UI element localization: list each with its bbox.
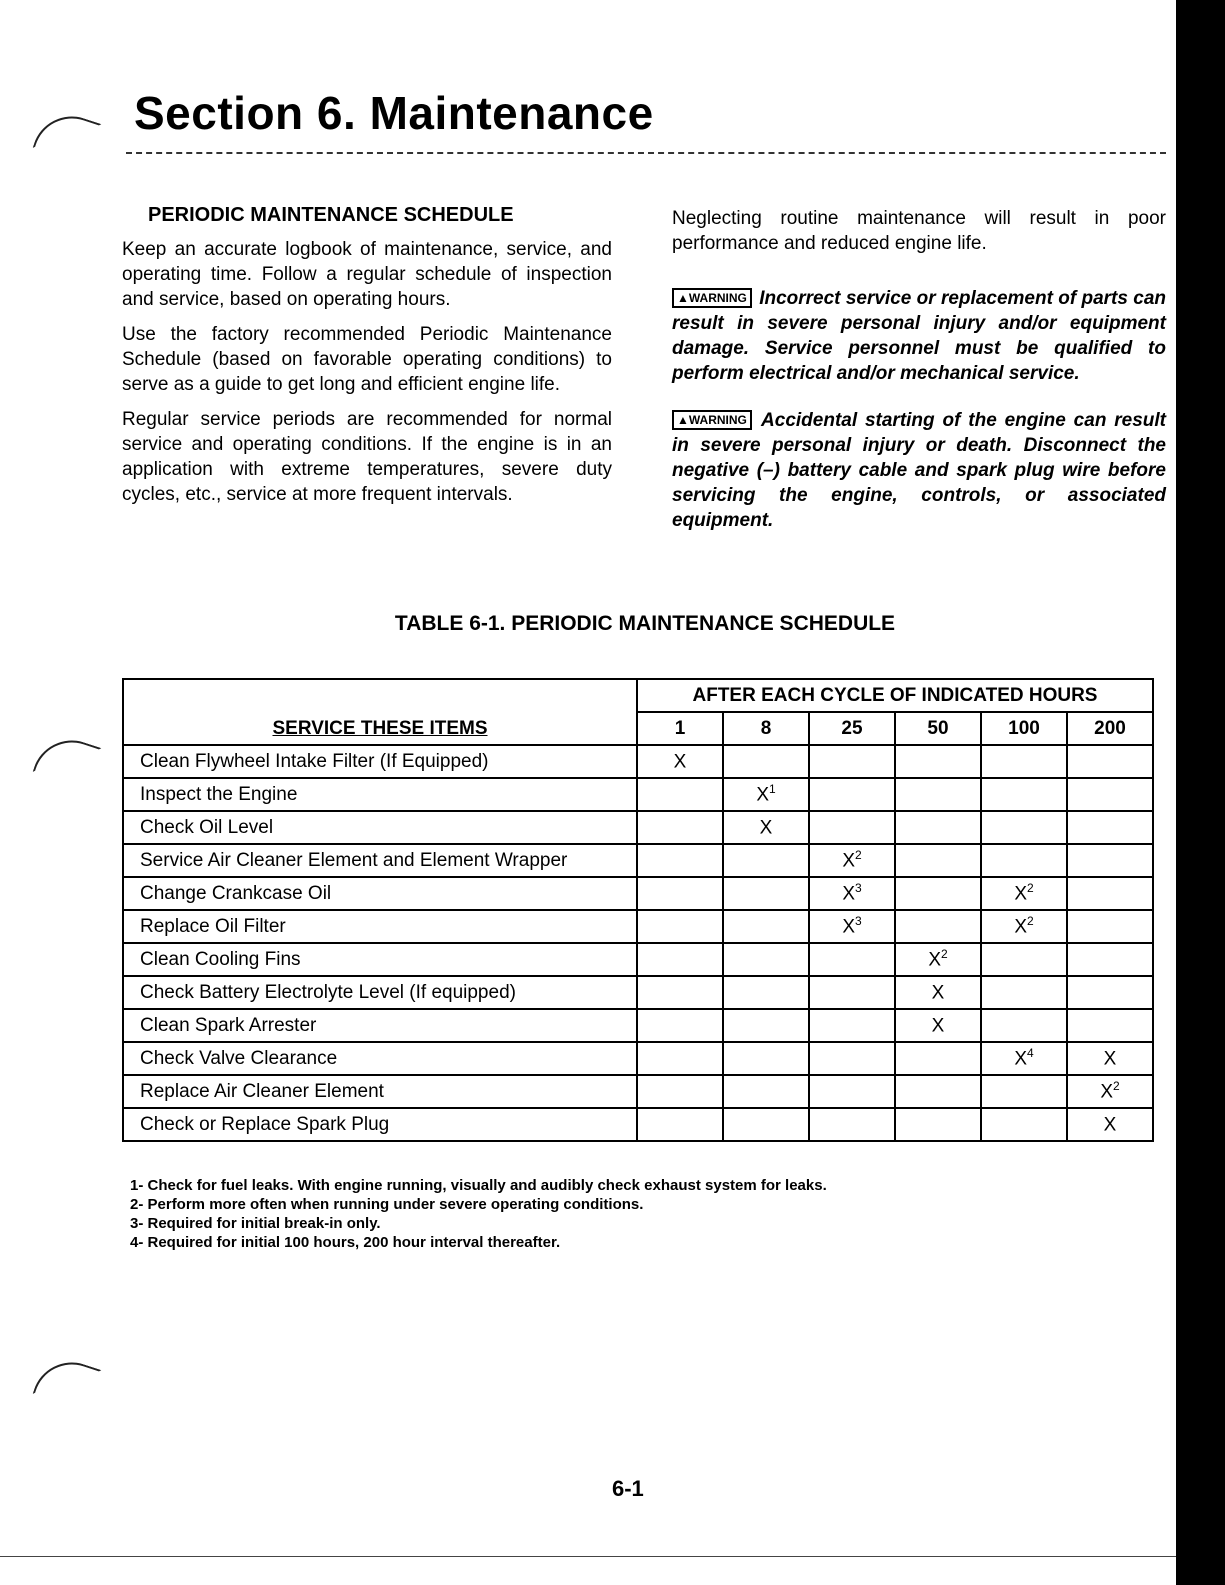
service-item: Clean Spark Arrester — [123, 1009, 637, 1042]
binder-hole-mark — [33, 1352, 102, 1412]
table-row — [123, 1075, 1153, 1108]
schedule-mark-cell — [637, 877, 723, 910]
footnotes — [130, 1176, 827, 1252]
warning-block — [672, 286, 1166, 386]
schedule-mark: X — [1014, 883, 1027, 905]
title-rule — [126, 152, 1166, 154]
schedule-mark-cell — [637, 778, 723, 811]
schedule-mark-cell — [981, 745, 1067, 778]
schedule-mark-cell — [809, 844, 895, 877]
schedule-mark-cell — [981, 1042, 1067, 1075]
paragraph: Use the factory recommended Periodic Maintenance Schedule (based on favorable operating conditions) to serve as a guide to get long and efficient engine life. — [122, 324, 612, 395]
service-item: Clean Cooling Fins — [123, 943, 637, 976]
footnote-ref: 1 — [769, 782, 776, 797]
page-title: Section 6. Maintenance — [134, 87, 654, 139]
right-column — [672, 206, 1166, 555]
schedule-mark-cell — [981, 1009, 1067, 1042]
warning-badge: ▲WARNING — [672, 288, 752, 308]
schedule-mark-cell — [723, 811, 809, 844]
footnote: 2- Perform more often when running under severe operating conditions. — [130, 1196, 644, 1213]
schedule-mark-cell — [1067, 811, 1153, 844]
schedule-mark-cell — [895, 844, 981, 877]
service-item: Check or Replace Spark Plug — [123, 1108, 637, 1141]
scan-edge-bar — [1176, 0, 1225, 1585]
schedule-mark: X — [1103, 1114, 1117, 1136]
service-item: Change Crankcase Oil — [123, 877, 637, 910]
schedule-mark-cell — [809, 943, 895, 976]
schedule-mark-cell — [895, 1009, 981, 1042]
service-item: Replace Air Cleaner Element — [123, 1075, 637, 1108]
schedule-mark-cell — [981, 877, 1067, 910]
schedule-mark-cell — [723, 1009, 809, 1042]
schedule-mark-cell — [809, 1042, 895, 1075]
service-item: Replace Oil Filter — [123, 910, 637, 943]
schedule-mark-cell — [1067, 745, 1153, 778]
hour-header: 200 — [1067, 712, 1153, 745]
schedule-mark: X — [759, 817, 773, 839]
binder-hole-mark — [33, 106, 102, 166]
schedule-mark-cell — [1067, 976, 1153, 1009]
schedule-mark-cell — [809, 745, 895, 778]
hour-header: 50 — [895, 712, 981, 745]
schedule-mark: X — [673, 751, 687, 773]
table-row — [123, 910, 1153, 943]
schedule-mark: X — [928, 949, 941, 971]
hours-group-header: AFTER EACH CYCLE OF INDICATED HOURS — [637, 679, 1153, 712]
hour-header: 100 — [981, 712, 1067, 745]
bottom-rule — [0, 1556, 1176, 1557]
footnote-ref: 4 — [1027, 1046, 1034, 1061]
paragraph: Keep an accurate logbook of maintenance, service, and operating time. Follow a regular schedule of inspection and service, based on operating hours. — [122, 239, 612, 310]
schedule-mark-cell — [723, 844, 809, 877]
schedule-mark-cell — [895, 1042, 981, 1075]
schedule-mark-cell — [637, 745, 723, 778]
schedule-mark-cell — [895, 745, 981, 778]
schedule-mark: X — [1100, 1081, 1113, 1103]
schedule-mark-cell — [809, 778, 895, 811]
footnote: 1- Check for fuel leaks. With engine running, visually and audibly check exhaust system for leaks. — [130, 1177, 827, 1194]
schedule-mark-cell — [809, 1009, 895, 1042]
schedule-mark-cell — [895, 943, 981, 976]
schedule-mark-cell — [895, 1108, 981, 1141]
service-item: Check Valve Clearance — [123, 1042, 637, 1075]
schedule-mark-cell — [981, 811, 1067, 844]
service-item: Service Air Cleaner Element and Element Wrapper — [123, 844, 637, 877]
hour-header: 8 — [723, 712, 809, 745]
footnote: 4- Required for initial 100 hours, 200 hour interval thereafter. — [130, 1234, 561, 1251]
table-row — [123, 1009, 1153, 1042]
schedule-mark-cell — [809, 877, 895, 910]
schedule-mark-cell — [723, 1042, 809, 1075]
schedule-mark-cell — [637, 844, 723, 877]
schedule-mark-cell — [809, 1108, 895, 1141]
schedule-mark-cell — [1067, 877, 1153, 910]
schedule-mark: X — [1103, 1048, 1117, 1070]
section-heading: PERIODIC MAINTENANCE SCHEDULE — [148, 204, 514, 226]
footnote-ref: 2 — [1027, 881, 1034, 896]
service-item: Check Battery Electrolyte Level (If equipped) — [123, 976, 637, 1009]
schedule-mark-cell — [1067, 943, 1153, 976]
schedule-mark-cell — [637, 976, 723, 1009]
schedule-mark-cell — [981, 1075, 1067, 1108]
schedule-mark-cell — [895, 910, 981, 943]
schedule-mark-cell — [895, 877, 981, 910]
schedule-mark-cell — [981, 778, 1067, 811]
schedule-mark-cell — [637, 1042, 723, 1075]
service-item: Clean Flywheel Intake Filter (If Equipped) — [123, 745, 637, 778]
schedule-mark-cell — [895, 1075, 981, 1108]
schedule-mark-cell — [895, 778, 981, 811]
table-header-row — [123, 679, 1153, 712]
schedule-mark-cell — [981, 1108, 1067, 1141]
schedule-mark-cell — [723, 943, 809, 976]
schedule-mark-cell — [723, 910, 809, 943]
schedule-mark-cell — [1067, 910, 1153, 943]
table-row — [123, 976, 1153, 1009]
warning-block — [672, 408, 1166, 533]
hour-header: 1 — [637, 712, 723, 745]
schedule-mark-cell — [723, 877, 809, 910]
schedule-mark: X — [756, 784, 769, 806]
binder-hole-mark — [33, 730, 102, 790]
schedule-mark-cell — [723, 1108, 809, 1141]
schedule-mark-cell — [809, 811, 895, 844]
schedule-mark: X — [842, 850, 855, 872]
schedule-mark-cell — [723, 1075, 809, 1108]
warning-badge: ▲WARNING — [672, 410, 752, 430]
table-row — [123, 811, 1153, 844]
schedule-mark-cell — [637, 910, 723, 943]
table-body — [123, 745, 1153, 1141]
maintenance-table — [122, 678, 1154, 1142]
warning-text: Incorrect service or replacement of parts can result in severe personal injury and/or equipment damage. Service personnel must be qualified to perform electrical and/or mechanical service. — [672, 288, 1167, 384]
schedule-mark-cell — [1067, 1075, 1153, 1108]
schedule-mark-cell — [981, 943, 1067, 976]
paragraph: Regular service periods are recommended for normal service and operating conditions. If the engine is in an application with extreme temperatures, severe duty cycles, etc., service at more frequent intervals. — [122, 409, 612, 505]
warning-text: Accidental starting of the engine can result in severe personal injury or death. Disconnect the negative (–) battery cable and spark plug wire before servicing the engine, controls, or associated equipment. — [672, 410, 1167, 531]
schedule-mark-cell — [981, 976, 1067, 1009]
schedule-mark-cell — [1067, 1108, 1153, 1141]
schedule-mark-cell — [981, 844, 1067, 877]
schedule-mark-cell — [723, 745, 809, 778]
schedule-mark: X — [842, 916, 855, 938]
table-row — [123, 1108, 1153, 1141]
schedule-mark-cell — [981, 910, 1067, 943]
table-row — [123, 1042, 1153, 1075]
schedule-mark-cell — [895, 811, 981, 844]
table-title: TABLE 6-1. PERIODIC MAINTENANCE SCHEDULE — [394, 612, 896, 635]
schedule-mark-cell — [1067, 778, 1153, 811]
table-row — [123, 877, 1153, 910]
service-items-header: SERVICE THESE ITEMS — [123, 679, 637, 745]
schedule-mark-cell — [1067, 1042, 1153, 1075]
footnote: 3- Required for initial break-in only. — [130, 1215, 381, 1232]
schedule-mark-cell — [1067, 1009, 1153, 1042]
footnote-ref: 3 — [855, 914, 862, 929]
footnote-ref: 2 — [941, 947, 948, 962]
schedule-mark-cell — [723, 976, 809, 1009]
page-number: 6-1 — [612, 1476, 644, 1501]
footnote-ref: 2 — [855, 848, 862, 863]
schedule-mark-cell — [895, 976, 981, 1009]
schedule-mark-cell — [1067, 844, 1153, 877]
footnote-ref: 3 — [855, 881, 862, 896]
left-column — [122, 204, 612, 517]
schedule-mark-cell — [809, 976, 895, 1009]
table-row — [123, 943, 1153, 976]
intro-paragraph: Neglecting routine maintenance will result in poor performance and reduced engine life. — [672, 208, 1166, 254]
schedule-mark-cell — [637, 943, 723, 976]
schedule-mark: X — [842, 883, 855, 905]
schedule-mark: X — [1014, 916, 1027, 938]
schedule-mark-cell — [637, 1108, 723, 1141]
schedule-mark: X — [1014, 1048, 1027, 1070]
schedule-mark: X — [931, 982, 945, 1004]
schedule-mark: X — [931, 1015, 945, 1037]
hour-header: 25 — [809, 712, 895, 745]
schedule-mark-cell — [637, 811, 723, 844]
service-item: Inspect the Engine — [123, 778, 637, 811]
table-row — [123, 745, 1153, 778]
schedule-mark-cell — [723, 778, 809, 811]
schedule-mark-cell — [809, 1075, 895, 1108]
footnote-ref: 2 — [1113, 1079, 1120, 1094]
schedule-mark-cell — [809, 910, 895, 943]
footnote-ref: 2 — [1027, 914, 1034, 929]
table-row — [123, 844, 1153, 877]
schedule-mark-cell — [637, 1009, 723, 1042]
schedule-mark-cell — [637, 1075, 723, 1108]
service-item: Check Oil Level — [123, 811, 637, 844]
table-row — [123, 778, 1153, 811]
